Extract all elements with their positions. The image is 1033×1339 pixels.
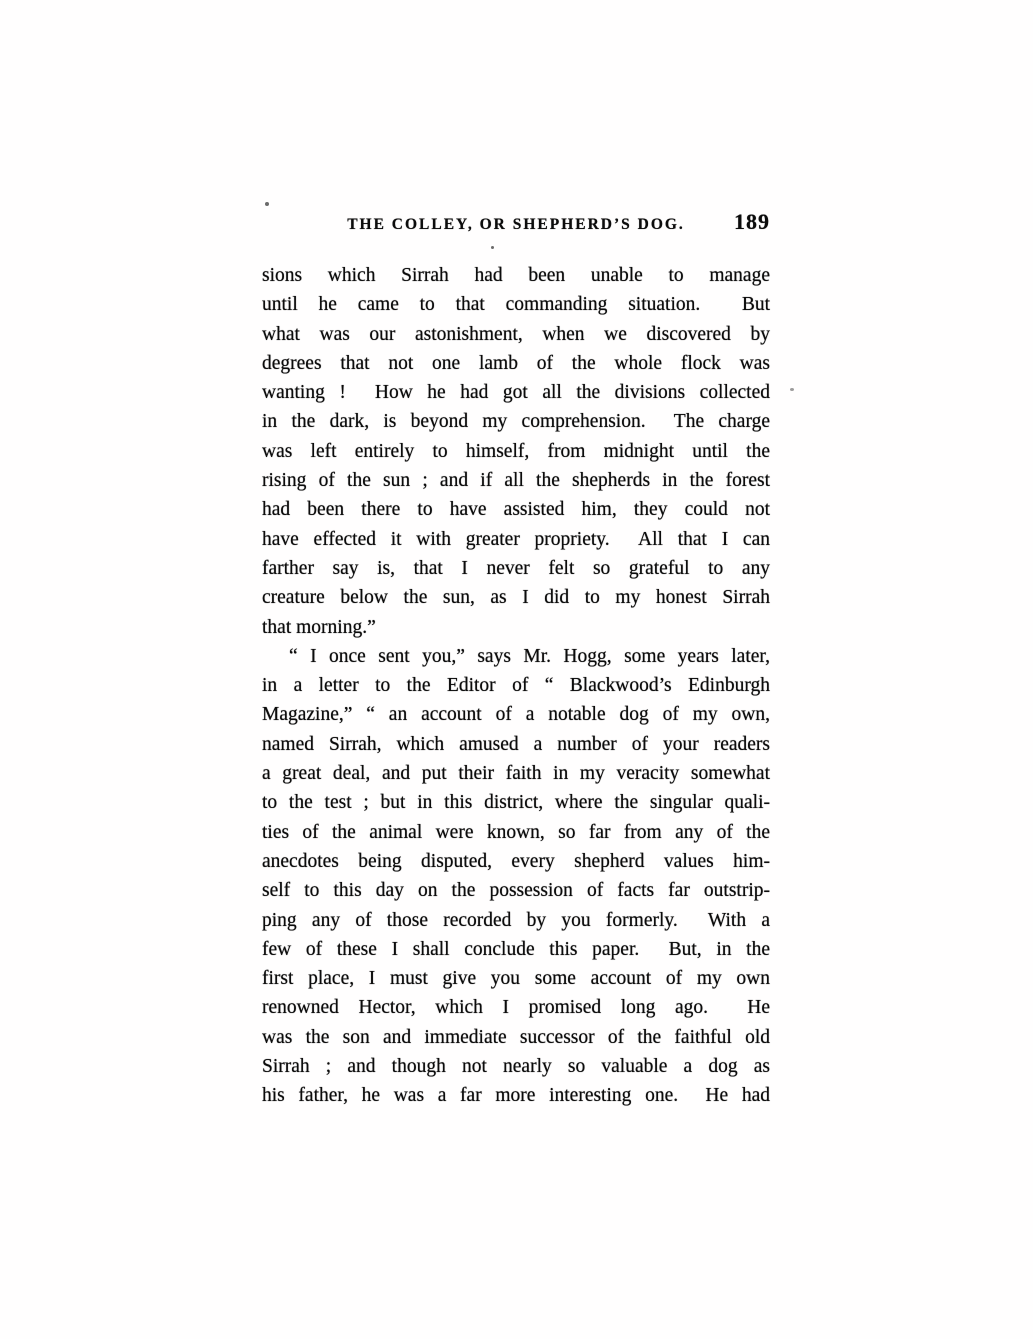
scan-speck [265, 202, 269, 206]
text-line: until he came to that commanding situation. But [262, 294, 770, 316]
scan-speck [790, 388, 794, 391]
text-line: have effected it with greater propriety. All that I can [262, 528, 770, 550]
text-line: few of these I shall conclude this paper. But, in the [262, 938, 770, 960]
text-line: his father, he was a far more interesting one. He had [262, 1085, 770, 1107]
text-line: a great deal, and put their faith in my veracity somewhat [262, 763, 770, 785]
page-number: 189 [734, 209, 770, 234]
text-line: farther say is, that I never felt so grateful to any [262, 557, 770, 579]
text-line: rising of the sun ; and if all the shepherds in the forest [262, 470, 770, 492]
text-line: anecdotes being disputed, every shepherd values him- [262, 850, 770, 872]
scan-speck [491, 246, 494, 249]
header-title: THE COLLEY, OR SHEPHERD’S DOG. [347, 216, 685, 233]
text-line: degrees that not one lamb of the whole flock was [262, 352, 770, 374]
text-line: sions which Sirrah had been unable to manage [262, 265, 770, 286]
text-line: “ I once sent you,” says Mr. Hogg, some years later, [289, 645, 770, 667]
running-header [262, 209, 770, 238]
text-line: in the dark, is beyond my comprehension. The charge [262, 411, 770, 433]
text-line: what was our astonishment, when we discovered by [262, 323, 770, 345]
text-block [262, 261, 770, 1111]
text-line: was left entirely to himself, from midnight until the [262, 440, 770, 462]
text-line: creature below the sun, as I did to my honest Sirrah [262, 587, 770, 609]
text-line: ping any of those recorded by you formerly. With a [262, 909, 770, 931]
text-line: Magazine,” “ an account of a notable dog of my own, [262, 704, 770, 726]
text-line: wanting ! How he had got all the divisions collected [262, 382, 770, 404]
text-line: in a letter to the Editor of “ Blackwood’s Edinburgh [262, 675, 770, 697]
text-line: to the test ; but in this district, where the singular quali- [262, 792, 770, 814]
text-line: that morning.” [262, 616, 376, 638]
text-line: was the son and immediate successor of the faithful old [262, 1026, 770, 1048]
text-line: Sirrah ; and though not nearly so valuable a dog as [262, 1056, 770, 1078]
text-line: ties of the animal were known, so far from any of the [262, 821, 770, 843]
text-line: renowned Hector, which I promised long ago. He [262, 997, 770, 1019]
text-line: first place, I must give you some account of my own [262, 968, 770, 990]
text-line: had been there to have assisted him, they could not [262, 499, 770, 521]
text-line: named Sirrah, which amused a number of your readers [262, 733, 770, 755]
text-line: self to this day on the possession of facts far outstrip- [262, 880, 770, 902]
